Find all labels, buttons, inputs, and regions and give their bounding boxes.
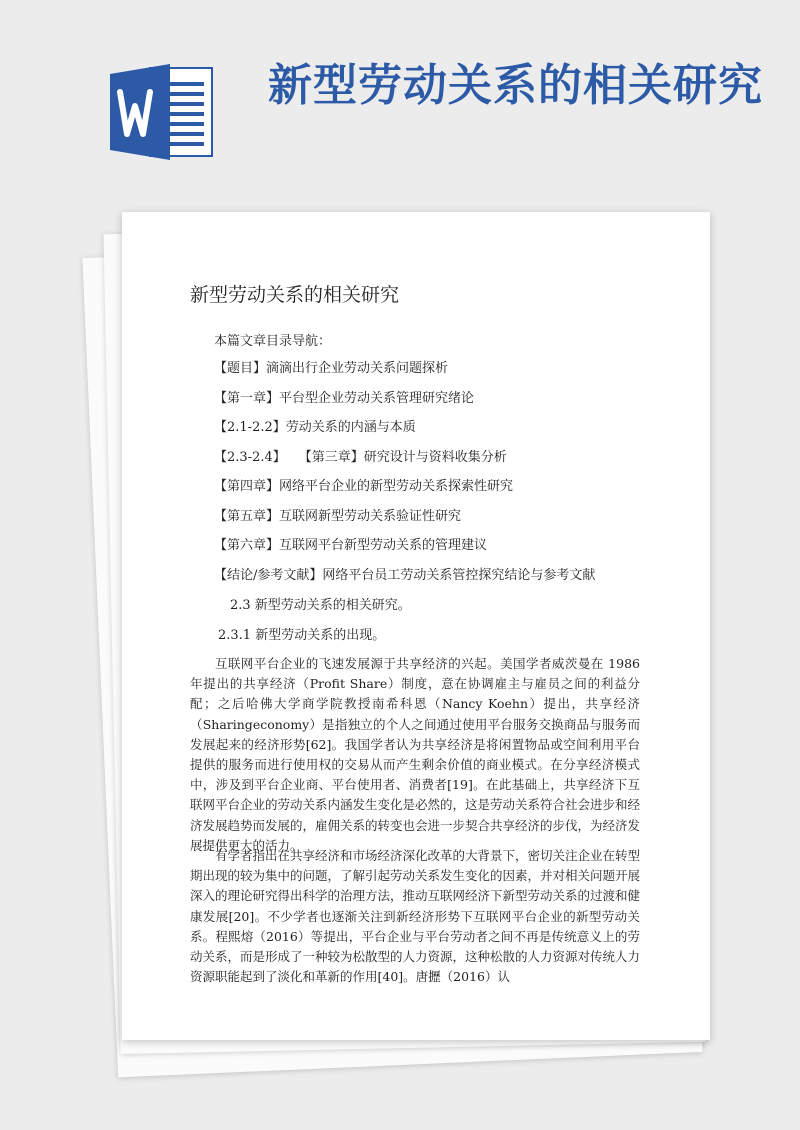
word-icon [108, 62, 218, 162]
toc-item[interactable]: 【2.1-2.2】劳动关系的内涵与本质 [214, 420, 416, 435]
toc-item[interactable]: 【第五章】互联网新型劳动关系验证性研究 [214, 508, 462, 524]
section-heading-2-3: 2.3 新型劳动关系的相关研究。 [230, 598, 411, 613]
body-paragraph: 互联网平台企业的飞速发展源于共享经济的兴起。美国学者威茨曼在 1986 年提出的共享经济（Profit Share）制度，意在协调雇主与雇员之间的利益分配；之后哈佛大学商学院教授南希科恩（Nancy Koehn）提出，共享经济（Sharingeconomy）是指独立的个人之间通过使用平台服务交换商品与服务而发展起来的经济形势[62]。我国学者认为共享经济是将闲置物品或空间利用平台提供的服务而进行使用权的交易从而产生剩余价值的商业模式。在分享经济模式中，涉及到平台企业商、平台使用者、消费者[19]。在此基础上，共享经济下互联网平台企业的劳动关系内涵发生变化是必然的，这是劳动关系符合社会进步和经济发展趋势而发展的，雇佣关系的转变也会进一步契合共享经济的步伐，为经济发展提供更大的活力。 [190, 656, 641, 853]
toc-item[interactable]: 【第四章】网络平台企业的新型劳动关系探索性研究 [214, 479, 514, 494]
table-of-contents [214, 354, 595, 590]
toc-item[interactable]: 【第一章】平台型企业劳动关系管理研究绪论 [214, 390, 475, 406]
toc-item[interactable]: 【题目】滴滴出行企业劳动关系问题探析 [214, 361, 449, 376]
toc-item[interactable]: 【2.3-2.4】 【第三章】研究设计与资料收集分析 [214, 449, 507, 465]
body-paragraph: 有学者指出在共享经济和市场经济深化改革的大背景下，密切关注企业在转型期出现的较为集中的问题，了解引起劳动关系发生变化的因素，并对相关问题开展深入的理论研究得出科学的治理方法，推动互联网经济下新型劳动关系的过渡和健康发展[20]。不少学者也逐渐关注到新经济形势下互联网平台企业的新型劳动关系。程熙熔（2016）等提出，平台企业与平台劳动者之间不再是传统意义上的劳动关系，而是形成了一种较为松散型的人力资源，这种松散的人力资源对传统人力资源职能起到了淡化和革新的作用[40]。唐攊（2016）认 [190, 848, 641, 985]
navigation-intro: 本篇文章目录导航： [214, 334, 332, 349]
document-page [122, 212, 710, 1040]
document-title: 新型劳动关系的相关研究 [190, 284, 400, 306]
header-title: 新型劳动关系的相关研究 [268, 60, 763, 111]
section-heading-2-3-1: 2.3.1 新型劳动关系的出现。 [218, 628, 386, 643]
toc-item[interactable]: 【结论/参考文献】网络平台员工劳动关系管控探究结论与参考文献 [214, 567, 596, 583]
toc-item[interactable]: 【第六章】互联网平台新型劳动关系的管理建议 [214, 538, 488, 553]
